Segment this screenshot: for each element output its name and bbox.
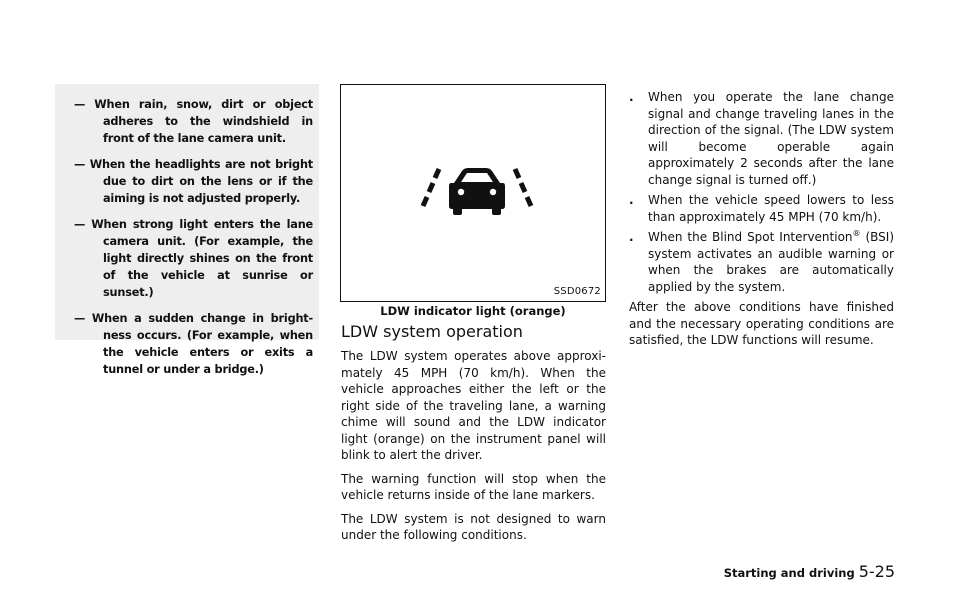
bullet-marker: . [629,90,634,104]
note-item: — When a sudden change in bright-ness occurs. (For example, when the vehicle enters or exits a tunnel or under a bridge.) [74,312,313,376]
bullet-text: (BSI) system activates an audible warning or when the brakes are automatically applied by the system. [648,230,895,294]
bullet-marker: . [629,230,634,244]
page-footer [724,562,895,581]
figure-caption: LDW indicator light (orange) [380,304,566,318]
bullet-item [629,229,894,295]
bullet-text: When the vehicle speed lowers to less than approximately 45 MPH (70 km/h). [648,193,894,224]
closing-paragraph: After the above conditions have finished and the necessary operating conditions are satisfied, the LDW functions will resume. [629,300,894,347]
body-paragraph: The warning function will stop when the vehicle returns inside of the lane markers. [341,471,606,502]
notes-list [73,96,313,387]
body-paragraph: The LDW system operates above approxi-mately 45 MPH (70 km/h). When the vehicle approaches either the left or the right side of the traveling lane, a warning chime will sound and the LDW indicator light (orange) on the instrument panel will blink to alert the driver. [341,349,606,462]
figure-frame [340,84,606,302]
lane-departure-warning-icon [341,85,604,300]
registered-mark: ® [852,229,861,238]
bullet-item [629,192,894,225]
figure-code: SSD0672 [553,286,601,297]
note-item: — When the headlights are not bright due to dirt on the lens or if the aiming is not adjusted properly. [74,158,313,205]
bullet-text: When you operate the lane change signal and change traveling lanes in the direction of the signal. (The LDW system will become operable again approximately 2 seconds after the lane change signal is turned off.) [648,90,894,187]
bullet-marker: . [629,193,634,207]
bullet-text: When the Blind Spot Intervention [648,230,853,244]
body-column-right [629,89,894,356]
note-item: — When rain, snow, dirt or object adheres to the windshield in front of the lane camera unit. [74,98,313,145]
page-number: 5-25 [858,562,895,581]
body-paragraph: The LDW system is not designed to warn under the following conditions. [341,511,606,542]
bullet-item [629,89,894,188]
body-column-middle [341,348,606,551]
note-item: — When strong light enters the lane camera unit. (For example, the light directly shines on the front of the vehicle at sunrise or sunset.) [74,218,313,299]
footer-section: Starting and driving [723,566,855,580]
section-title: LDW system operation [341,322,523,341]
